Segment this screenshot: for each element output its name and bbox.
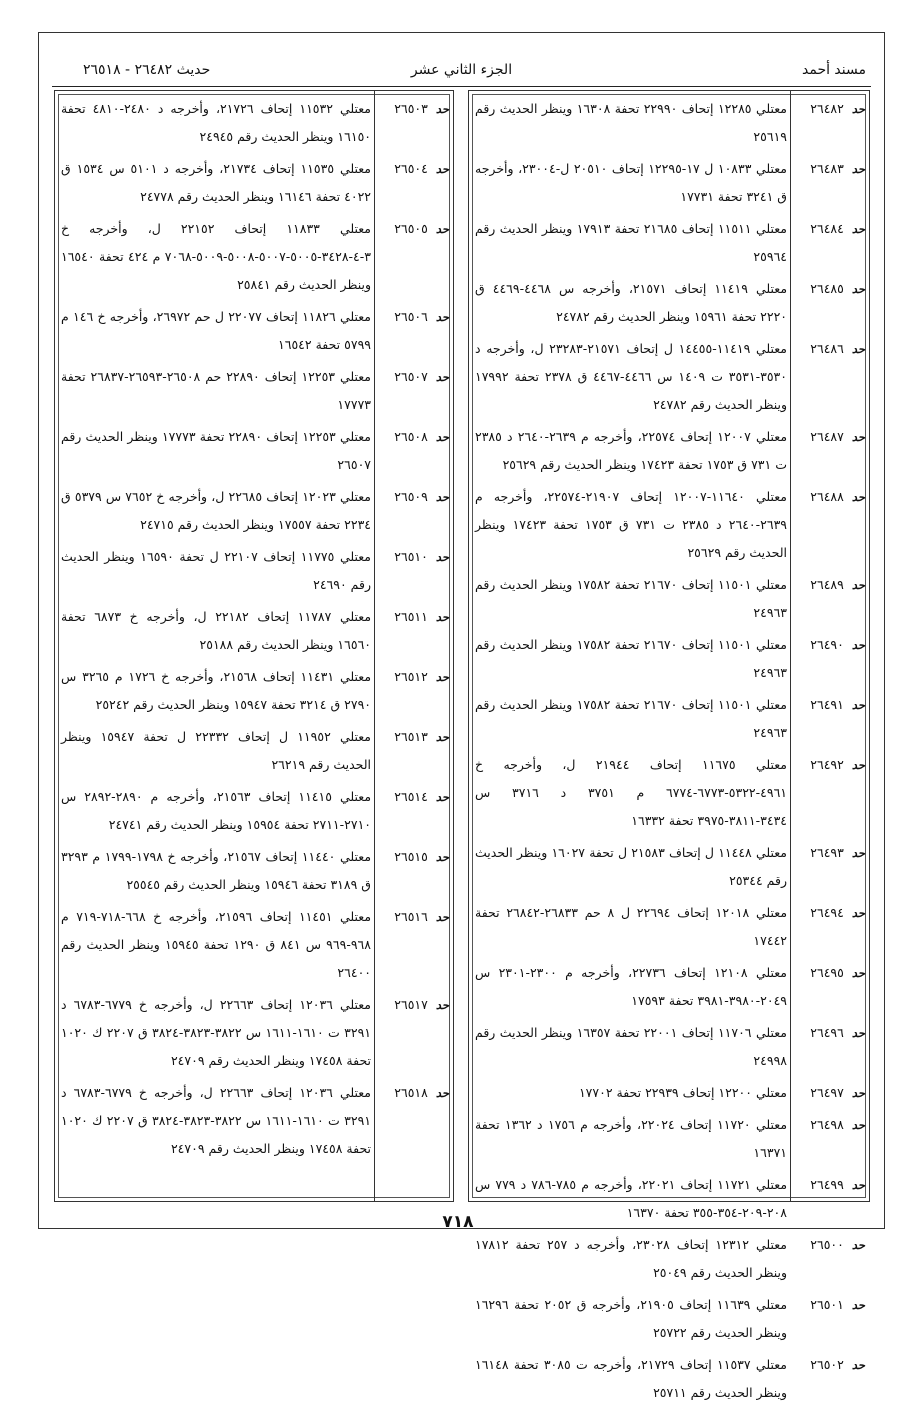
hadith-references: معتلي ١١٨٣٣ إتحاف ٢٢١٥٢ ل، وأخرجه خ ٣-٤-٣٤٢٨-٥٠٠٥-٥٠٠٧-٥٠٠٨-٥٠٠٩-٧٠٦٨ م ٤٢٤ تحفة ١٦٥٤٠ وينظر الحديث رقم ٢٥٨٤١ — [61, 221, 372, 292]
hadith-label — [371, 483, 449, 511]
hadith-number: ٢٦٥٠٧ — [394, 369, 428, 384]
hadith-number: ٢٦٥١٠ — [394, 549, 428, 564]
hadith-label — [787, 1231, 865, 1259]
hadith-entry — [61, 1079, 449, 1163]
hadith-references: معتلي ١١٦٤٠-١٢٠٠٧ إتحاف ٢١٩٠٧-٢٢٥٧٤، وأخرجه م ٢٦٣٩-٢٦٤٠ د ٢٣٨٥ ت ٧٣١ ق ١٧٥٣ تحفة ١٧٤٢٣ وينظر الحديث رقم ٢٥٦٢٩ — [475, 489, 788, 560]
hadith-label — [371, 215, 449, 243]
hadith-entry — [475, 1291, 865, 1347]
hadith-entry — [61, 215, 449, 299]
hadith-number: ٢٦٤٩١ — [810, 697, 844, 712]
hadith-sign: حد — [851, 282, 865, 296]
hadith-references: معتلي ١١٧٧٥ إتحاف ٢٢١٠٧ ل تحفة ١٦٥٩٠ وينظر الحديث رقم ٢٤٦٩٠ — [61, 549, 371, 592]
hadith-references: معتلي ١٠٨٣٣ ل ١٧-١٢٢٩٥ إتحاف ٢٠٥١٠ ل-٢٣٠٠٤، وأخرجه ق ٣٢٤١ تحفة ١٧٧٣١ — [475, 161, 788, 204]
hadith-label — [787, 1111, 865, 1139]
hadith-sign: حد — [851, 758, 865, 772]
hadith-label — [371, 603, 449, 631]
hadith-label — [787, 1171, 865, 1199]
hadith-entry — [61, 155, 449, 211]
hadith-number: ٢٦٥٠٢ — [810, 1357, 844, 1372]
hadith-label — [787, 571, 865, 599]
hadith-sign: حد — [435, 850, 449, 864]
hadith-label — [787, 1351, 865, 1379]
page-number: ٧١٨ — [442, 1212, 474, 1232]
hadith-sign: حد — [435, 490, 449, 504]
hadith-references: معتلي ١١٤٤٠ إتحاف ٢١٥٦٧، وأخرجه خ ١٧٩٨-١٧٩٩ م ٣٢٩٣ ق ٣١٨٩ تحفة ١٥٩٤٦ وينظر الحديث رقم ٢٥٥٤٥ — [61, 849, 372, 892]
hadith-entry — [475, 959, 865, 1015]
hadith-sign: حد — [851, 846, 865, 860]
hadith-number: ٢٦٥٠٤ — [394, 161, 428, 176]
hadith-number: ٢٦٤٨٨ — [810, 489, 844, 504]
hadith-references: معتلي ١١٥٣٥ إتحاف ٢١٧٣٤، وأخرجه د ٥١٠١ س ١٥٣٤ ق ٤٠٢٢ تحفة ١٦١٤٦ وينظر الحديث رقم ٢٤٧٧٨ — [61, 161, 372, 204]
hadith-references: معتلي ١٢٢٥٣ إتحاف ٢٢٨٩٠ حم ٢٦٥٠٨-٢٦٥٩٣-٢٦٨٣٧ تحفة ١٧٧٧٣ — [61, 369, 372, 412]
hadith-label — [787, 751, 865, 779]
hadith-references: معتلي ١١٤١٥ إتحاف ٢١٥٦٣، وأخرجه م ٢٨٩٠-٢٨٩٢ س ٢٧١٠-٢٧١١ تحفة ١٥٩٥٤ وينظر الحديث رقم ٢٤٧٤١ — [61, 789, 372, 832]
hadith-entry — [475, 899, 865, 955]
hadith-references: معتلي ١١٧٢٠ إتحاف ٢٢٠٢٤، وأخرجه م ١٧٥٦ د ١٣٦٢ تحفة ١٦٣٧١ — [475, 1117, 788, 1160]
hadith-number: ٢٦٤٩٨ — [810, 1117, 844, 1132]
hadith-references: معتلي ١٢٢٠٠ إتحاف ٢٢٩٣٩ تحفة ١٧٧٠٢ — [578, 1085, 787, 1100]
hadith-entry — [61, 543, 449, 599]
hadith-sign: حد — [851, 342, 865, 356]
hadith-label — [787, 155, 865, 183]
hadith-label — [371, 783, 449, 811]
hadith-label — [787, 95, 865, 123]
hadith-references: معتلي ١١٧٨٧ إتحاف ٢٢١٨٢ ل، وأخرجه خ ٦٨٧٣ تحفة ١٦٥٦٠ وينظر الحديث رقم ٢٥١٨٨ — [61, 609, 372, 652]
hadith-number: ٢٦٥١٣ — [394, 729, 428, 744]
hadith-sign: حد — [435, 102, 449, 116]
hadith-entry — [61, 991, 449, 1075]
hadith-entry — [61, 783, 449, 839]
hadith-label — [787, 483, 865, 511]
hadith-entry — [475, 1351, 865, 1407]
hadith-sign: حد — [851, 698, 865, 712]
hadith-entry — [475, 839, 865, 895]
hadith-number: ٢٦٥١٦ — [394, 909, 428, 924]
hadith-entry — [475, 1111, 865, 1167]
hadith-label — [371, 991, 449, 1019]
hadith-number: ٢٦٥١٢ — [394, 669, 428, 684]
hadith-number: ٢٦٥٠٠ — [810, 1237, 844, 1252]
hadith-sign: حد — [851, 430, 865, 444]
hadith-references: معتلي ١١٥٠١ إتحاف ٢١٦٧٠ تحفة ١٧٥٨٢ وينظر الحديث رقم ٢٤٩٦٣ — [475, 697, 787, 740]
hadith-references: معتلي ١١٥١١ إتحاف ٢١٦٨٥ تحفة ١٧٩١٣ وينظر الحديث رقم ٢٥٩٦٤ — [475, 221, 787, 264]
volume-title: الجزء الثاني عشر — [410, 62, 513, 78]
hadith-range: حديث ٢٦٤٨٢ - ٢٦٥١٨ — [83, 62, 211, 78]
hadith-number: ٢٦٥٠٥ — [394, 221, 428, 236]
hadith-entry — [61, 303, 449, 359]
hadith-sign: حد — [435, 790, 449, 804]
hadith-label — [787, 1291, 865, 1319]
left-column-entries — [61, 95, 449, 1167]
hadith-label — [787, 631, 865, 659]
hadith-sign: حد — [435, 670, 449, 684]
hadith-number: ٢٦٥٠٦ — [394, 309, 428, 324]
hadith-references: معتلي ١١٤٤٨ ل إتحاف ٢١٥٨٣ ل تحفة ١٦٠٢٧ وينظر الحديث رقم ٢٥٣٤٤ — [475, 845, 787, 888]
hadith-references: معتلي ١١٤١٩-١٤٤٥٥ ل إتحاف ٢١٥٧١-٢٣٢٨٣ ل، وأخرجه د ٣٥٣٠-٣٥٣١ ت ١٤٠٩ س ٤٤٦٦-٤٤٦٧ ق ٢٣٧٨ تحفة ١٧٩٩٢ وينظر الحديث رقم ٢٤٧٨٢ — [475, 341, 788, 412]
hadith-entry — [475, 1079, 865, 1107]
hadith-entry — [61, 903, 449, 987]
hadith-sign: حد — [435, 370, 449, 384]
hadith-label — [787, 423, 865, 451]
hadith-number: ٢٦٤٨٣ — [810, 161, 844, 176]
hadith-label — [371, 903, 449, 931]
hadith-label — [787, 335, 865, 363]
hadith-references: معتلي ١٢٢٨٥ إتحاف ٢٢٩٩٠ تحفة ١٦٣٠٨ وينظر الحديث رقم ٢٥٦١٩ — [475, 101, 787, 144]
hadith-number: ٢٦٤٨٩ — [810, 577, 844, 592]
left-column — [54, 90, 454, 1202]
hadith-number: ٢٦٥١٥ — [394, 849, 428, 864]
hadith-number: ٢٦٥١٨ — [394, 1085, 428, 1100]
hadith-sign: حد — [851, 490, 865, 504]
hadith-label — [787, 215, 865, 243]
hadith-references: معتلي ١٢٢٥٣ إتحاف ٢٢٨٩٠ تحفة ١٧٧٧٣ وينظر الحديث رقم ٢٦٥٠٧ — [61, 429, 371, 472]
hadith-sign: حد — [851, 1086, 865, 1100]
hadith-sign: حد — [435, 1086, 449, 1100]
hadith-references: معتلي ١٢٠١٨ إتحاف ٢٢٦٩٤ ل ٨ حم ٢٦٨٣٣-٢٦٨٤٢ تحفة ١٧٤٤٢ — [475, 905, 788, 948]
hadith-entry — [61, 363, 449, 419]
hadith-sign: حد — [851, 1298, 865, 1312]
hadith-references: معتلي ١١٦٣٩ إتحاف ٢١٩٠٥، وأخرجه ق ٢٠٥٢ تحفة ١٦٢٩٦ وينظر الحديث رقم ٢٥٧٢٢ — [475, 1297, 788, 1340]
hadith-number: ٢٦٥١١ — [394, 609, 428, 624]
right-column — [468, 90, 870, 1400]
hadith-label — [371, 155, 449, 183]
hadith-sign: حد — [851, 222, 865, 236]
hadith-sign: حد — [851, 1118, 865, 1132]
hadith-references: معتلي ١١٩٥٢ ل إتحاف ٢٢٣٣٢ ل تحفة ١٥٩٤٧ وينظر الحديث رقم ٢٦٢١٩ — [61, 729, 372, 772]
hadith-references: معتلي ١١٥٠١ إتحاف ٢١٦٧٠ تحفة ١٧٥٨٢ وينظر الحديث رقم ٢٤٩٦٣ — [475, 577, 787, 620]
hadith-label — [371, 1079, 449, 1107]
hadith-label — [371, 543, 449, 571]
hadith-sign: حد — [851, 102, 865, 116]
hadith-references: معتلي ١١٧٠٦ إتحاف ٢٢٠٠١ تحفة ١٦٣٥٧ وينظر الحديث رقم ٢٤٩٩٨ — [475, 1025, 787, 1068]
hadith-label — [787, 275, 865, 303]
hadith-label — [787, 1019, 865, 1047]
hadith-number: ٢٦٤٨٤ — [810, 221, 844, 236]
hadith-sign: حد — [851, 966, 865, 980]
hadith-references: معتلي ١٢٠٢٣ إتحاف ٢٢٦٨٥ ل، وأخرجه خ ٧٦٥٢ س ٥٣٧٩ ق ٢٢٣٤ تحفة ١٧٥٥٧ وينظر الحديث رقم ٢٤٧١٥ — [61, 489, 372, 532]
hadith-sign: حد — [435, 998, 449, 1012]
hadith-number: ٢٦٥٠٩ — [394, 489, 428, 504]
hadith-label — [371, 363, 449, 391]
hadith-label — [371, 95, 449, 123]
hadith-number: ٢٦٥١٧ — [394, 997, 428, 1012]
book-title: مسند أحمد — [802, 62, 866, 78]
hadith-entry — [475, 1231, 865, 1287]
hadith-entry — [475, 1019, 865, 1075]
hadith-number: ٢٦٥١٤ — [394, 789, 428, 804]
hadith-entry — [475, 691, 865, 747]
hadith-sign: حد — [851, 1358, 865, 1372]
hadith-sign: حد — [851, 1178, 865, 1192]
hadith-label — [787, 899, 865, 927]
hadith-number: ٢٦٤٩٢ — [810, 757, 844, 772]
hadith-label — [787, 1079, 865, 1107]
hadith-label — [787, 691, 865, 719]
hadith-sign: حد — [435, 162, 449, 176]
hadith-number: ٢٦٤٨٧ — [810, 429, 844, 444]
hadith-sign: حد — [435, 910, 449, 924]
hadith-number: ٢٦٤٩٣ — [810, 845, 844, 860]
hadith-entry — [61, 843, 449, 899]
hadith-label — [371, 723, 449, 751]
hadith-sign: حد — [435, 430, 449, 444]
hadith-number: ٢٦٤٩٤ — [810, 905, 844, 920]
hadith-sign: حد — [435, 310, 449, 324]
hadith-references: معتلي ١١٤٣١ إتحاف ٢١٥٦٨، وأخرجه خ ١٧٢٦ م ٣٢٦٥ س ٢٧٩٠ ق ٣٢١٤ تحفة ١٥٩٤٧ وينظر الحديث رقم ٢٥٢٤٢ — [61, 669, 372, 712]
hadith-references: معتلي ١٢٣١٢ إتحاف ٢٣٠٢٨، وأخرجه د ٢٥٧ تحفة ١٧٨١٢ وينظر الحديث رقم ٢٥٠٤٩ — [475, 1237, 787, 1280]
hadith-entry — [475, 631, 865, 687]
hadith-references: معتلي ١١٦٧٥ إتحاف ٢١٩٤٤ ل، وأخرجه خ ٤٩٦١-٥٣٢٢-٦٧٧٣-٦٧٧٤ م ٣٧٥١ د ٣٧١٦ س ٣٤٣٤-٣٨١١-٣٩٧٥ تحفة ١٦٣٣٢ — [475, 757, 788, 828]
hadith-entry — [475, 751, 865, 835]
hadith-references: معتلي ١٢٠٠٧ إتحاف ٢٢٥٧٤، وأخرجه م ٢٦٣٩-٢٦٤٠ د ٢٣٨٥ ت ٧٣١ ق ١٧٥٣ تحفة ١٧٤٢٣ وينظر الحديث رقم ٢٥٦٢٩ — [475, 429, 788, 472]
hadith-number: ٢٦٤٩٩ — [810, 1177, 844, 1192]
hadith-label — [371, 843, 449, 871]
hadith-references: معتلي ١١٥٣٢ إتحاف ٢١٧٢٦، وأخرجه د ٢٤٨٠-٤٨١٠ تحفة ١٦١٥٠ وينظر الحديث رقم ٢٤٩٤٥ — [61, 101, 371, 144]
hadith-entry — [475, 275, 865, 331]
hadith-label — [371, 663, 449, 691]
hadith-sign: حد — [851, 578, 865, 592]
hadith-references: معتلي ١١٤١٩ إتحاف ٢١٥٧١، وأخرجه س ٤٤٦٨-٤٤٦٩ ق ٢٢٢٠ تحفة ١٥٩٦١ وينظر الحديث رقم ٢٤٧٨٢ — [475, 281, 788, 324]
hadith-label — [787, 839, 865, 867]
hadith-entry — [61, 723, 449, 779]
hadith-number: ٢٦٤٩٠ — [810, 637, 844, 652]
hadith-sign: حد — [851, 906, 865, 920]
hadith-sign: حد — [851, 638, 865, 652]
hadith-number: ٢٦٤٨٢ — [810, 101, 844, 116]
hadith-entry — [475, 95, 865, 151]
hadith-entry — [61, 423, 449, 479]
hadith-number: ٢٦٥٠٣ — [394, 101, 428, 116]
hadith-entry — [475, 335, 865, 419]
hadith-entry — [61, 483, 449, 539]
hadith-number: ٢٦٥٠١ — [810, 1297, 844, 1312]
hadith-references: معتلي ١٢٠٣٦ إتحاف ٢٢٦٦٣ ل، وأخرجه خ ٦٧٧٩-٦٧٨٣ د ٣٢٩١ ت ١٦١٠-١٦١١ س ٣٨٢٢-٣٨٢٣-٣٨٢٤ ق ٢٢٠٧ ك ١٠٢٠ تحفة ١٧٤٥٨ وينظر الحديث رقم ٢٤٧٠٩ — [61, 1085, 371, 1156]
hadith-sign: حد — [435, 550, 449, 564]
header-rule — [52, 86, 871, 87]
hadith-number: ٢٦٤٨٥ — [810, 281, 844, 296]
hadith-references: معتلي ١١٥٠١ إتحاف ٢١٦٧٠ تحفة ١٧٥٨٢ وينظر الحديث رقم ٢٤٩٦٣ — [475, 637, 787, 680]
hadith-references: معتلي ١١٥٣٧ إتحاف ٢١٧٢٩، وأخرجه ت ٣٠٨٥ تحفة ١٦١٤٨ وينظر الحديث رقم ٢٥٧١١ — [475, 1357, 787, 1400]
hadith-sign: حد — [851, 1026, 865, 1040]
hadith-number: ٢٦٤٩٥ — [810, 965, 844, 980]
hadith-label — [787, 959, 865, 987]
hadith-sign: حد — [851, 162, 865, 176]
hadith-sign: حد — [435, 730, 449, 744]
hadith-number: ٢٦٤٩٦ — [810, 1025, 844, 1040]
hadith-references: معتلي ١٢١٠٨ إتحاف ٢٢٧٣٦، وأخرجه م ٢٣٠٠-٢٣٠١ س ٢٠٤٩-٣٩٨٠-٣٩٨١ تحفة ١٧٥٩٣ — [475, 965, 788, 1008]
hadith-number: ٢٦٤٨٦ — [810, 341, 844, 356]
hadith-label — [371, 423, 449, 451]
running-header — [55, 60, 868, 84]
hadith-entry — [475, 423, 865, 479]
hadith-entry — [61, 95, 449, 151]
hadith-entry — [61, 603, 449, 659]
hadith-entry — [475, 155, 865, 211]
hadith-references: معتلي ١١٨٢٦ إتحاف ٢٢٠٧٧ ل حم ٢٦٩٧٢، وأخرجه خ ١٤٦ م ٥٧٩٩ تحفة ١٦٥٤٢ — [61, 309, 371, 352]
hadith-label — [371, 303, 449, 331]
hadith-entry — [475, 571, 865, 627]
hadith-references: معتلي ١٢٠٣٦ إتحاف ٢٢٦٦٣ ل، وأخرجه خ ٦٧٧٩-٦٧٨٣ د ٣٢٩١ ت ١٦١٠-١٦١١ س ٣٨٢٢-٣٨٢٣-٣٨٢٤ ق ٢٢٠٧ ك ١٠٢٠ تحفة ١٧٤٥٨ وينظر الحديث رقم ٢٤٧٠٩ — [61, 997, 371, 1068]
hadith-entry — [61, 663, 449, 719]
hadith-entry — [475, 483, 865, 567]
hadith-references: معتلي ١١٤٥١ إتحاف ٢١٥٩٦، وأخرجه خ ٦٦٨-٧١٨-٧١٩ م ٩٦٨-٩٦٩ س ٨٤١ ق ١٢٩٠ تحفة ١٥٩٤٥ وينظر الحديث رقم ٢٦٤٠٠ — [61, 909, 372, 980]
hadith-number: ٢٦٤٩٧ — [810, 1085, 844, 1100]
hadith-sign: حد — [435, 610, 449, 624]
hadith-number: ٢٦٥٠٨ — [394, 429, 428, 444]
hadith-entry — [475, 215, 865, 271]
hadith-references: معتلي ١١٧٢١ إتحاف ٢٢٠٢١، وأخرجه م ٧٨٥-٧٨٦ د ٧٧٩ س ٢٠٨-٢٠٩-٣٥٤-٣٥٥ تحفة ١٦٣٧٠ — [475, 1177, 788, 1220]
hadith-sign: حد — [435, 222, 449, 236]
hadith-sign: حد — [851, 1238, 865, 1252]
